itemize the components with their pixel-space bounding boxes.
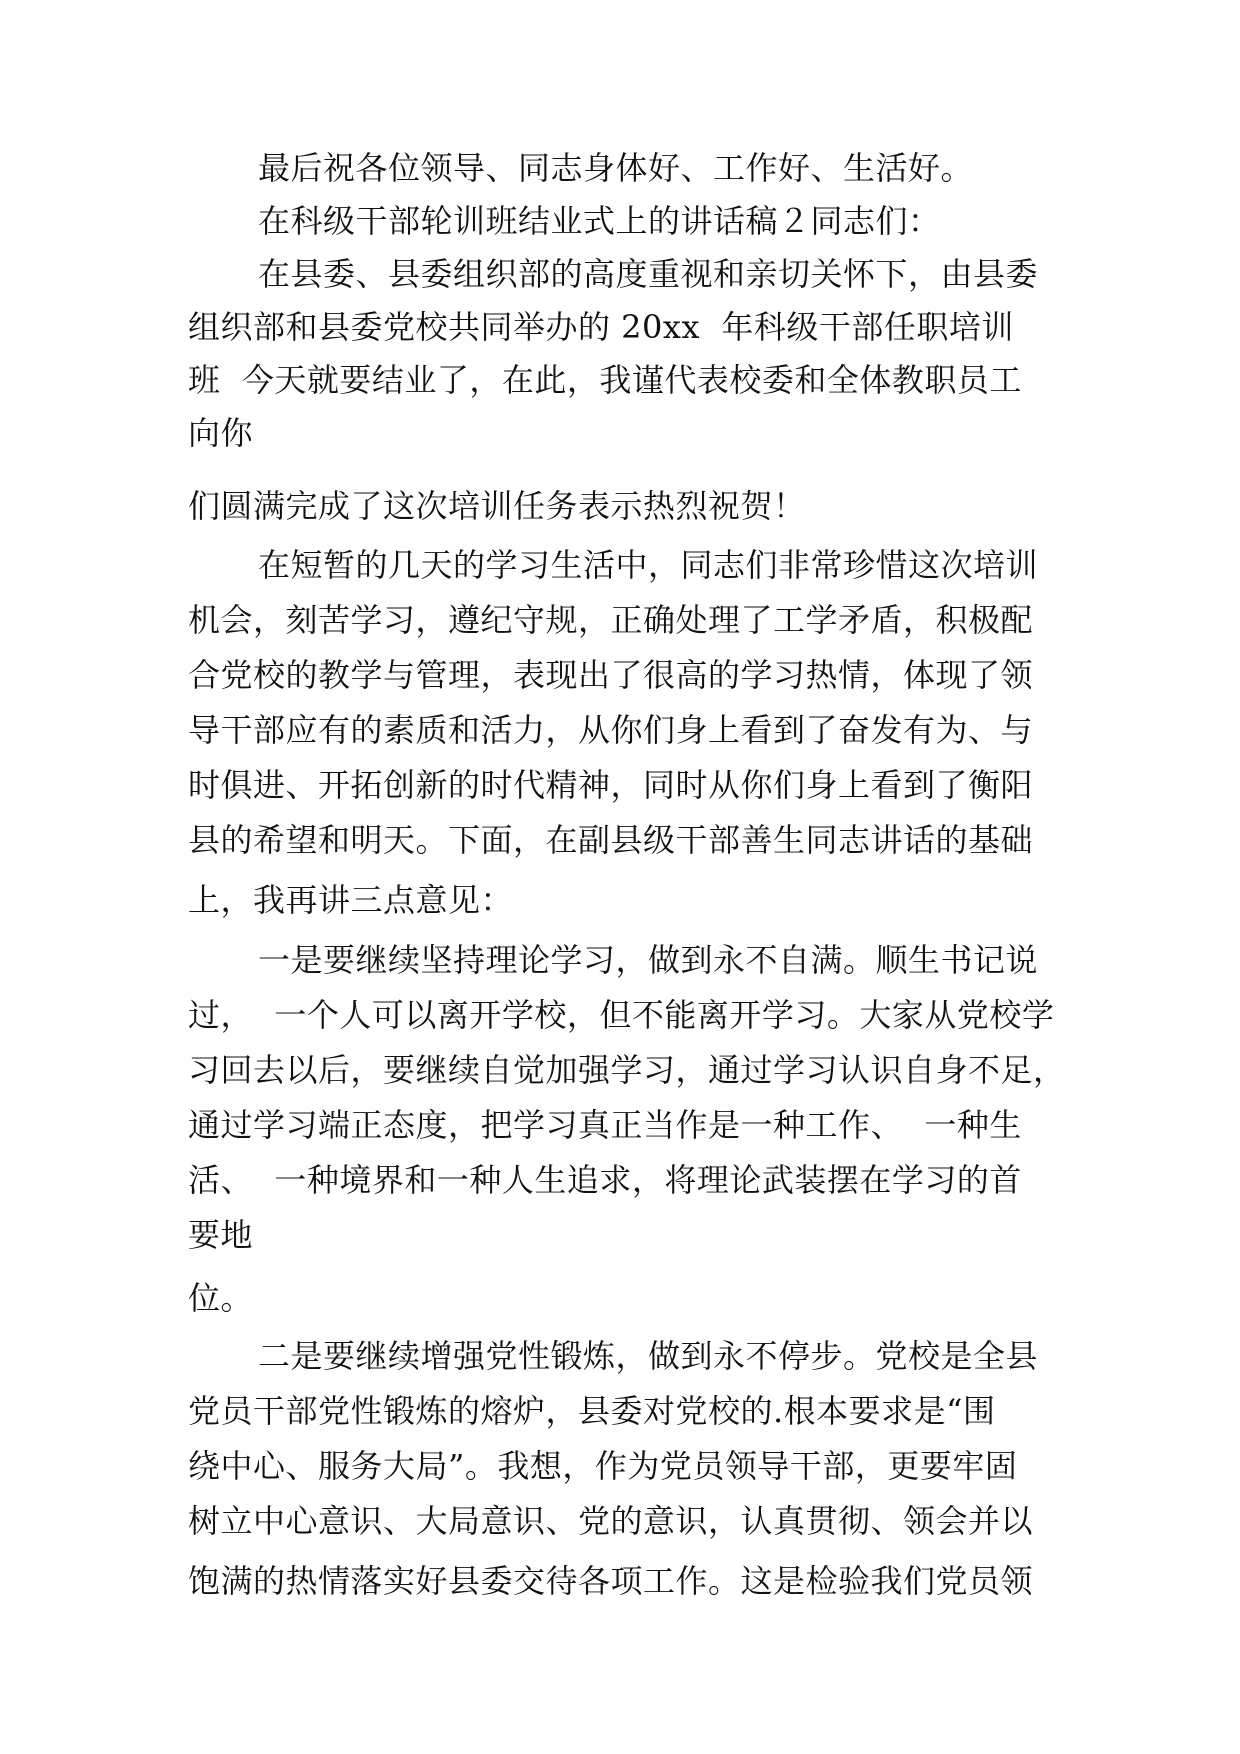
text-line: 班 今天就要结业了，在此，我谨代表校委和全体教职员工 <box>188 361 1022 399</box>
text-line: 在短暂的几天的学习生活中，同志们非常珍惜这次培训 <box>258 546 1039 584</box>
text-line: 位。 <box>188 1279 254 1317</box>
text-line: 通过学习端正态度，把学习真正当作是一种工作、 一种生 <box>188 1106 1022 1144</box>
text-line: 向你 <box>188 414 254 452</box>
text-line: 一是要继续坚持理论学习，做到永不自满。顺生书记说 <box>258 941 1039 979</box>
text-line: 活、 一种境界和一种人生追求，将理论武装摆在学习的首 <box>188 1161 1022 1199</box>
text-line: 要地 <box>188 1216 254 1254</box>
text-line: 最后祝各位领导、同志身体好、工作好、生活好。 <box>258 149 974 187</box>
text-line: 习回去以后，要继续自觉加强学习，通过学习认识自身不足， <box>188 1051 1066 1089</box>
text-line: 们圆满完成了这次培训任务表示热烈祝贺！ <box>188 487 806 525</box>
text-line: 树立中心意识、大局意识、党的意识，认真贯彻、领会并以 <box>188 1502 1034 1540</box>
text-line: 组织部和县委党校共同举办的 20xx 年科级干部任职培训 <box>188 308 1014 346</box>
text-line: 导干部应有的素质和活力，从你们身上看到了奋发有为、与 <box>188 711 1034 749</box>
text-line: 饱满的热情落实好县委交待各项工作。这是检验我们党员领 <box>188 1562 1034 1600</box>
text-line: 机会，刻苦学习，遵纪守规，正确处理了工学矛盾，积极配 <box>188 601 1034 639</box>
text-line: 在县委、县委组织部的高度重视和亲切关怀下，由县委 <box>258 255 1039 293</box>
text-line: 上，我再讲三点意见： <box>188 881 514 919</box>
text-line: 过， 一个人可以离开学校，但不能离开学习。大家从党校学 <box>188 996 1055 1034</box>
text-line: 党员干部党性锻炼的熔炉，县委对党校的.根本要求是“围 <box>188 1392 996 1430</box>
text-line: 绕中心、服务大局”。我想，作为党员领导干部，更要牢固 <box>188 1447 1018 1485</box>
text-line: 时俱进、开拓创新的时代精神，同时从你们身上看到了衡阳 <box>188 766 1034 804</box>
text-line: 合党校的教学与管理，表现出了很高的学习热情，体现了领 <box>188 656 1034 694</box>
text-line: 县的希望和明天。下面，在副县级干部善生同志讲话的基础 <box>188 821 1034 859</box>
text-line: 在科级干部轮训班结业式上的讲话稿２同志们： <box>258 202 941 240</box>
text-line: 二是要继续增强党性锻炼，做到永不停步。党校是全县 <box>258 1337 1039 1375</box>
